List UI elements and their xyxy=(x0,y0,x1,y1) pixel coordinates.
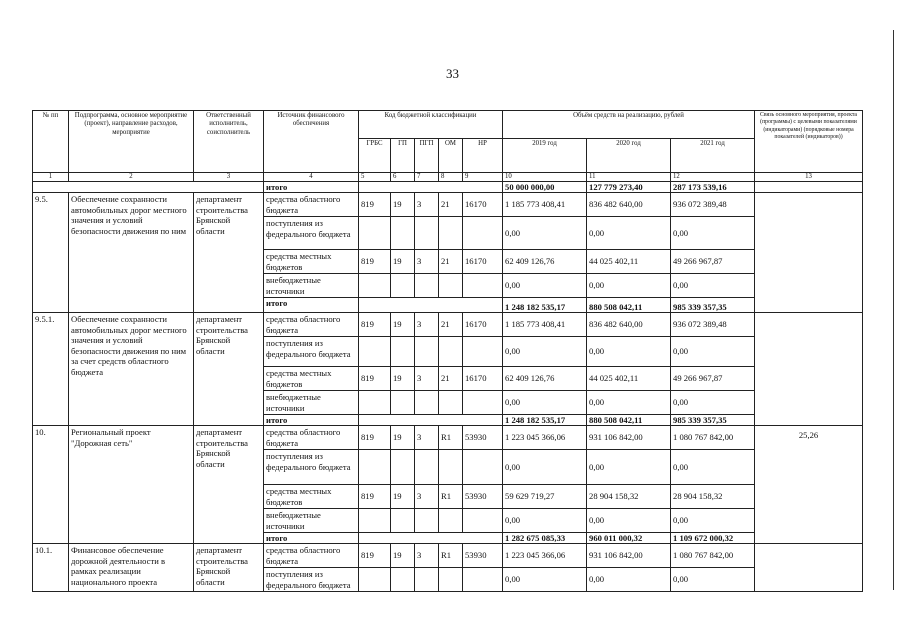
empty-cell xyxy=(755,182,863,193)
amount-2019: 62 409 126,76 xyxy=(503,250,587,274)
header-name: Подпрограмма, основное мероприятие (проект), направление расходов, мероприятие xyxy=(69,111,194,173)
total-2019: 1 282 675 085,33 xyxy=(503,533,587,544)
code-grbs: 819 xyxy=(359,426,391,450)
funding-source: поступления из федерального бюджета xyxy=(264,337,359,367)
code-nr xyxy=(463,217,503,250)
code-om xyxy=(439,450,463,485)
header-budget-code: Код бюджетной классификации xyxy=(359,111,503,139)
code-pgp: 3 xyxy=(415,313,439,337)
header-source: Источник финансового обеспечения xyxy=(264,111,359,173)
header-num: № пп xyxy=(33,111,69,173)
code-pgp: 3 xyxy=(415,193,439,217)
code-pgp xyxy=(415,337,439,367)
code-pgp xyxy=(415,450,439,485)
code-om: 21 xyxy=(439,250,463,274)
amount-2020: 931 106 842,00 xyxy=(587,426,671,450)
table-row xyxy=(33,544,863,568)
total-2019: 1 248 182 535,17 xyxy=(503,415,587,426)
code-om: R1 xyxy=(439,485,463,509)
code-nr: 16170 xyxy=(463,367,503,391)
code-nr xyxy=(463,509,503,533)
amount-2019: 0,00 xyxy=(503,391,587,415)
amount-2020: 836 482 640,00 xyxy=(587,193,671,217)
amount-2020: 931 106 842,00 xyxy=(587,544,671,568)
page-number: 33 xyxy=(446,66,459,81)
section-executor: департамент строительства Брянской области xyxy=(194,193,264,313)
col-number: 1 xyxy=(33,173,69,182)
section-name: Обеспечение сохранности автомобильных дорог местного значения и условий безопасности движения по ним xyxy=(69,193,194,313)
indicator-link: 25,26 xyxy=(755,426,863,544)
amount-2021: 936 072 389,48 xyxy=(671,313,755,337)
section-name: Обеспечение сохранности автомобильных дорог местного значения и условий безопасности движения по ним за счет средств областного бюджета xyxy=(69,313,194,426)
code-gp: 19 xyxy=(391,313,415,337)
amount-2019: 0,00 xyxy=(503,509,587,533)
indicator-link xyxy=(755,544,863,592)
code-grbs xyxy=(359,217,391,250)
section-executor: департамент строительства Брянской области xyxy=(194,426,264,544)
code-pgp xyxy=(415,217,439,250)
empty-cell xyxy=(33,182,264,193)
section-number: 10.1. xyxy=(33,544,69,592)
col-number: 12 xyxy=(671,173,755,182)
code-grbs: 819 xyxy=(359,367,391,391)
header-2021: 2021 год xyxy=(671,139,755,173)
funding-source: внебюджетные источники xyxy=(264,509,359,533)
code-grbs xyxy=(359,274,391,298)
section-name: Финансовое обеспечение дорожной деятельности в рамках реализации национального проекта xyxy=(69,544,194,592)
code-pgp: 3 xyxy=(415,250,439,274)
amount-2020: 0,00 xyxy=(587,217,671,250)
indicator-link xyxy=(755,313,863,426)
code-gp xyxy=(391,337,415,367)
total-2020: 960 011 000,32 xyxy=(587,533,671,544)
amount-2020: 0,00 xyxy=(587,274,671,298)
code-gp xyxy=(391,568,415,592)
amount-2020: 0,00 xyxy=(587,450,671,485)
table-row xyxy=(33,193,863,217)
funding-source: средства областного бюджета xyxy=(264,544,359,568)
empty-cell xyxy=(359,533,503,544)
empty-cell xyxy=(359,182,503,193)
code-nr xyxy=(463,568,503,592)
amount-2019: 59 629 719,27 xyxy=(503,485,587,509)
top-total-row xyxy=(33,182,863,193)
funding-source: средства областного бюджета xyxy=(264,193,359,217)
code-pgp: 3 xyxy=(415,367,439,391)
col-number: 11 xyxy=(587,173,671,182)
amount-2021: 0,00 xyxy=(671,337,755,367)
header-gp: ГП xyxy=(391,139,415,173)
amount-2020: 28 904 158,32 xyxy=(587,485,671,509)
code-grbs xyxy=(359,337,391,367)
funding-source: средства местных бюджетов xyxy=(264,485,359,509)
header-volume: Объём средств на реализацию, рублей xyxy=(503,111,755,139)
section-executor: департамент строительства Брянской области xyxy=(194,313,264,426)
total-2021: 985 339 357,35 xyxy=(671,298,755,313)
amount-2021: 0,00 xyxy=(671,450,755,485)
amount-2021: 0,00 xyxy=(671,274,755,298)
amount-2020: 0,00 xyxy=(587,337,671,367)
amount-2020: 0,00 xyxy=(587,391,671,415)
col-number: 5 xyxy=(359,173,391,182)
code-om xyxy=(439,391,463,415)
amount-2021: 0,00 xyxy=(671,509,755,533)
code-pgp: 3 xyxy=(415,544,439,568)
total-2020: 880 508 042,11 xyxy=(587,298,671,313)
funding-source: внебюджетные источники xyxy=(264,391,359,415)
code-grbs xyxy=(359,391,391,415)
amount-2021: 49 266 967,87 xyxy=(671,250,755,274)
section-executor: департамент строительства Брянской области xyxy=(194,544,264,592)
amount-2021: 936 072 389,48 xyxy=(671,193,755,217)
code-om xyxy=(439,509,463,533)
col-number: 7 xyxy=(415,173,439,182)
funding-source: внебюджетные источники xyxy=(264,274,359,298)
amount-2020: 44 025 402,11 xyxy=(587,367,671,391)
code-om: R1 xyxy=(439,544,463,568)
col-number: 4 xyxy=(264,173,359,182)
code-gp: 19 xyxy=(391,367,415,391)
code-om: R1 xyxy=(439,426,463,450)
amount-2019: 1 185 773 408,41 xyxy=(503,193,587,217)
col-number: 3 xyxy=(194,173,264,182)
code-nr xyxy=(463,450,503,485)
code-nr: 53930 xyxy=(463,426,503,450)
code-pgp xyxy=(415,274,439,298)
col-number: 9 xyxy=(463,173,503,182)
code-nr: 16170 xyxy=(463,193,503,217)
col-number: 6 xyxy=(391,173,415,182)
amount-2019: 0,00 xyxy=(503,217,587,250)
amount-2021: 0,00 xyxy=(671,391,755,415)
total-2020: 127 779 273,40 xyxy=(587,182,671,193)
amount-2020: 0,00 xyxy=(587,568,671,592)
code-grbs: 819 xyxy=(359,250,391,274)
amount-2021: 1 080 767 842,00 xyxy=(671,426,755,450)
code-nr xyxy=(463,391,503,415)
total-2021: 1 109 672 000,32 xyxy=(671,533,755,544)
code-nr: 16170 xyxy=(463,250,503,274)
code-grbs: 819 xyxy=(359,485,391,509)
code-gp xyxy=(391,274,415,298)
col-number: 2 xyxy=(69,173,194,182)
amount-2019: 0,00 xyxy=(503,337,587,367)
col-number: 8 xyxy=(439,173,463,182)
code-gp: 19 xyxy=(391,426,415,450)
section-name: Региональный проект "Дорожная сеть" xyxy=(69,426,194,544)
amount-2021: 49 266 967,87 xyxy=(671,367,755,391)
code-nr xyxy=(463,274,503,298)
empty-cell xyxy=(359,298,503,313)
amount-2019: 62 409 126,76 xyxy=(503,367,587,391)
code-grbs: 819 xyxy=(359,544,391,568)
code-pgp xyxy=(415,509,439,533)
total-label: итого xyxy=(264,415,359,426)
amount-2021: 0,00 xyxy=(671,217,755,250)
code-om: 21 xyxy=(439,313,463,337)
code-grbs: 819 xyxy=(359,193,391,217)
funding-source: средства местных бюджетов xyxy=(264,367,359,391)
table-row xyxy=(33,426,863,450)
total-2021: 287 173 539,16 xyxy=(671,182,755,193)
header-pgp: ПГП xyxy=(415,139,439,173)
total-2019: 1 248 182 535,17 xyxy=(503,298,587,313)
section-number: 9.5. xyxy=(33,193,69,313)
funding-source: средства областного бюджета xyxy=(264,313,359,337)
funding-source: поступления из федерального бюджета xyxy=(264,568,359,592)
code-pgp: 3 xyxy=(415,485,439,509)
code-grbs: 819 xyxy=(359,313,391,337)
amount-2019: 0,00 xyxy=(503,450,587,485)
amount-2019: 0,00 xyxy=(503,274,587,298)
code-nr: 53930 xyxy=(463,544,503,568)
section-number: 10. xyxy=(33,426,69,544)
code-grbs xyxy=(359,568,391,592)
total-label: итого xyxy=(264,182,359,193)
header-executor: Ответственный исполнитель, соисполнитель xyxy=(194,111,264,173)
code-pgp xyxy=(415,568,439,592)
amount-2020: 0,00 xyxy=(587,509,671,533)
amount-2019: 1 223 045 366,06 xyxy=(503,544,587,568)
col-number: 10 xyxy=(503,173,587,182)
code-nr xyxy=(463,337,503,367)
table-row xyxy=(33,313,863,337)
funding-source: поступления из федерального бюджета xyxy=(264,450,359,485)
amount-2020: 836 482 640,00 xyxy=(587,313,671,337)
code-om xyxy=(439,217,463,250)
section-number: 9.5.1. xyxy=(33,313,69,426)
amount-2019: 0,00 xyxy=(503,568,587,592)
funding-source: средства областного бюджета xyxy=(264,426,359,450)
header-nr: НР xyxy=(463,139,503,173)
code-om: 21 xyxy=(439,193,463,217)
code-pgp xyxy=(415,391,439,415)
col-number: 13 xyxy=(755,173,863,182)
code-gp: 19 xyxy=(391,544,415,568)
empty-cell xyxy=(359,415,503,426)
header-2019: 2019 год xyxy=(503,139,587,173)
funding-source: средства местных бюджетов xyxy=(264,250,359,274)
code-om xyxy=(439,337,463,367)
code-grbs xyxy=(359,509,391,533)
code-gp: 19 xyxy=(391,193,415,217)
header-link: Связь основного мероприятия, проекта (программы) с целевыми показателями (индикаторами) (порядковые номера показателей (индикаторов)) xyxy=(755,111,863,173)
indicator-link xyxy=(755,193,863,313)
amount-2019: 1 185 773 408,41 xyxy=(503,313,587,337)
total-label: итого xyxy=(264,298,359,313)
funding-source: поступления из федерального бюджета xyxy=(264,217,359,250)
code-pgp: 3 xyxy=(415,426,439,450)
amount-2019: 1 223 045 366,06 xyxy=(503,426,587,450)
code-nr: 53930 xyxy=(463,485,503,509)
amount-2020: 44 025 402,11 xyxy=(587,250,671,274)
code-grbs xyxy=(359,450,391,485)
amount-2021: 0,00 xyxy=(671,568,755,592)
page-edge-rule xyxy=(893,30,894,590)
code-gp xyxy=(391,391,415,415)
code-nr: 16170 xyxy=(463,313,503,337)
total-2020: 880 508 042,11 xyxy=(587,415,671,426)
code-om xyxy=(439,274,463,298)
amount-2021: 1 080 767 842,00 xyxy=(671,544,755,568)
code-gp: 19 xyxy=(391,485,415,509)
total-2019: 50 000 000,00 xyxy=(503,182,587,193)
total-label: итого xyxy=(264,533,359,544)
header-grbs: ГРБС xyxy=(359,139,391,173)
code-om xyxy=(439,568,463,592)
header-2020: 2020 год xyxy=(587,139,671,173)
code-gp xyxy=(391,450,415,485)
code-om: 21 xyxy=(439,367,463,391)
amount-2021: 28 904 158,32 xyxy=(671,485,755,509)
total-2021: 985 339 357,35 xyxy=(671,415,755,426)
header-om: ОМ xyxy=(439,139,463,173)
code-gp xyxy=(391,217,415,250)
code-gp: 19 xyxy=(391,250,415,274)
code-gp xyxy=(391,509,415,533)
budget-table xyxy=(32,110,863,592)
